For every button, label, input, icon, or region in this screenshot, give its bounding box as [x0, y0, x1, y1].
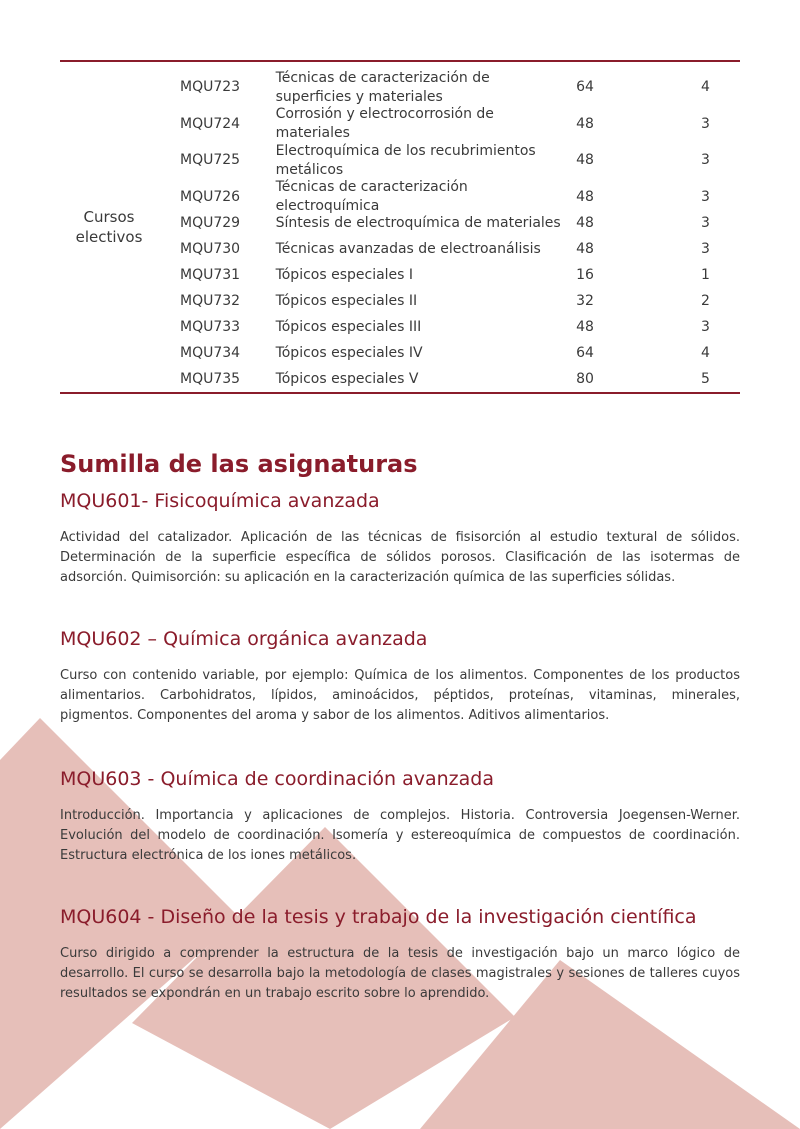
course-credits: 3 [701, 188, 710, 205]
course-credits: 2 [701, 292, 710, 309]
course-hours: 32 [576, 292, 594, 309]
course-name: Tópicos especiales III [275, 318, 422, 335]
course-credits: 1 [701, 266, 710, 283]
subject-block [60, 488, 740, 588]
course-name: Tópicos especiales I [275, 266, 414, 283]
course-name: Electroquímica de los recubrimientos metálicos [275, 142, 536, 178]
course-credits: 5 [701, 370, 710, 387]
course-credits: 3 [701, 214, 710, 231]
course-code: MQU723 [180, 79, 241, 95]
subject-description: Introducción. Importancia y aplicaciones de complejos. Historia. Controversia Joegensen-Werner. Evolución del modelo de coordinación. Isomería y estereoquímica de compuestos de coordinación. Estructura electrónica de los iones metálicos. [60, 808, 740, 863]
subject-title: MQU601- Fisicoquímica avanzada [60, 490, 380, 512]
course-code: MQU733 [180, 318, 241, 335]
course-credits: 3 [701, 152, 710, 168]
course-name: Técnicas avanzadas de electroanálisis [275, 240, 541, 257]
subject-block [60, 766, 740, 866]
table-row [60, 262, 740, 288]
subject-description: Curso dirigido a comprender la estructura de la tesis de investigación bajo un marco lógico de desarrollo. El curso se desarrolla bajo la metodología de clases magistrales y sesiones de talleres cuyos resultados se expondrán en un trabajo escrito sobre lo aprendido. [60, 946, 740, 1001]
course-code: MQU730 [180, 240, 241, 257]
table-row [60, 340, 740, 366]
course-code: MQU729 [180, 214, 241, 231]
course-credits: 4 [701, 344, 710, 361]
subject-block [60, 626, 740, 726]
subject-description: Actividad del catalizador. Aplicación de las técnicas de fisisorción al estudio textural de sólidos. Determinación de la superficie específica de sólidos porosos. Clasificación de las isotermas de adsorción. Quimisorción: su aplicación en la caracterización química de las superficies sólidas. [60, 530, 740, 585]
course-code: MQU731 [180, 266, 241, 283]
course-hours: 64 [576, 79, 594, 95]
table-row [60, 210, 740, 236]
course-hours: 48 [576, 115, 594, 132]
course-code: MQU735 [180, 370, 241, 387]
course-name: Tópicos especiales II [275, 292, 418, 309]
subject-title: MQU602 – Química orgánica avanzada [60, 628, 428, 650]
subject-title: MQU603 - Química de coordinación avanzada [60, 768, 494, 790]
table-row [60, 236, 740, 262]
table-row [60, 137, 740, 184]
elective-courses-table [60, 60, 740, 394]
course-name: Técnicas de caracterización electroquímica [275, 179, 468, 214]
course-code: MQU732 [180, 292, 241, 309]
course-credits: 3 [701, 318, 710, 335]
course-hours: 80 [576, 370, 594, 387]
course-code: MQU724 [180, 115, 241, 132]
course-hours: 48 [576, 188, 594, 205]
course-hours: 64 [576, 344, 594, 361]
course-name: Síntesis de electroquímica de materiales [275, 214, 561, 231]
course-code: MQU725 [180, 152, 241, 168]
course-hours: 48 [576, 318, 594, 335]
course-credits: 4 [701, 79, 710, 95]
course-hours: 48 [576, 240, 594, 257]
course-hours: 48 [576, 152, 594, 168]
course-credits: 3 [701, 240, 710, 257]
subject-title: MQU604 - Diseño de la tesis y trabajo de la investigación científica [60, 906, 697, 928]
course-code: MQU726 [180, 188, 241, 205]
subject-block [60, 904, 740, 1004]
table-row [60, 64, 740, 111]
course-code: MQU734 [180, 344, 241, 361]
course-hours: 16 [576, 266, 594, 283]
course-name: Tópicos especiales V [275, 370, 419, 387]
table-row [60, 366, 740, 392]
subject-description: Curso con contenido variable, por ejemplo: Química de los alimentos. Componentes de los productos alimentarios. Carbohidratos, lípidos, aminoácidos, péptidos, proteínas, vitaminas, minerales, pigmentos. Componentes del aroma y sabor de los alimentos. Aditivos alimentarios. [60, 668, 740, 723]
table-row [60, 106, 740, 141]
table-row [60, 314, 740, 340]
group-label: Cursos electivos [75, 208, 143, 246]
course-name: Tópicos especiales IV [275, 344, 423, 361]
course-name: Corrosión y electrocorrosión de materiales [275, 106, 494, 141]
course-hours: 48 [576, 214, 594, 231]
table-row [60, 179, 740, 214]
table-row [60, 288, 740, 314]
section-title: Sumilla de las asignaturas [60, 450, 418, 478]
course-name: Técnicas de caracterización de superficies y materiales [275, 69, 490, 105]
course-credits: 3 [701, 115, 710, 132]
